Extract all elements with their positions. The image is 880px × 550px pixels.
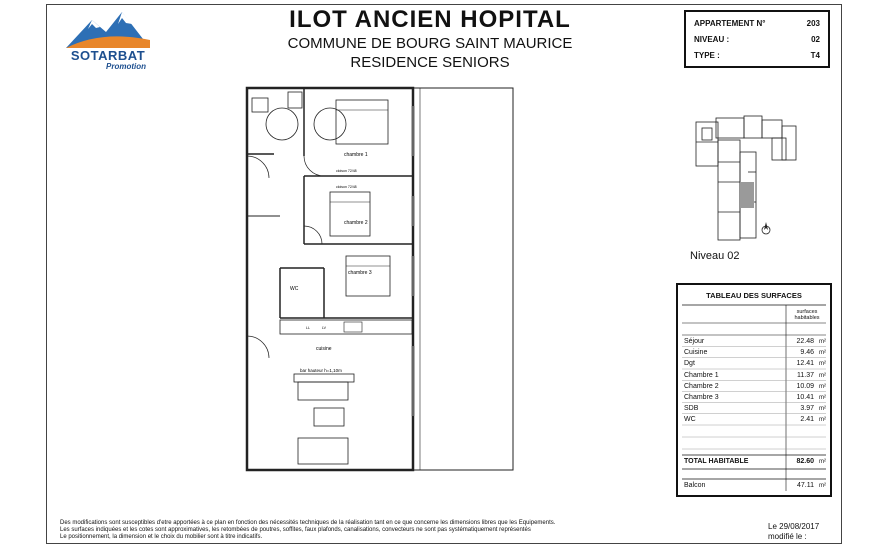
- apartment-type-label: TYPE :: [694, 51, 720, 60]
- surfaces-table-lines: [678, 285, 830, 495]
- surface-unit: m²: [819, 395, 826, 401]
- surface-room-label: Chambre 2: [684, 383, 719, 390]
- surface-room-value: 12.41: [796, 360, 814, 367]
- surface-room-label: Cuisine: [684, 349, 708, 356]
- residence-name: RESIDENCE SENIORS: [350, 54, 510, 71]
- surface-room-value: 10.41: [796, 394, 814, 401]
- surface-room-value: 2.41: [800, 416, 814, 423]
- apartment-number-label: APPARTEMENT N°: [694, 19, 766, 28]
- plan-label-lv: LV: [322, 326, 327, 330]
- plan-label-chambre1: chambre 1: [344, 152, 368, 158]
- footer-note-line: Le positionnement, la dimension et le choix du mobilier sont à titre indicatifs.: [60, 533, 263, 540]
- plan-label-cloison-1: cloison 72/48: [336, 169, 357, 173]
- surface-total-label: TOTAL HABITABLE: [684, 458, 749, 465]
- north-arrow-icon: [762, 222, 770, 234]
- surface-room-label: SDB: [684, 405, 699, 412]
- key-plan-level-label: Niveau 02: [690, 250, 740, 262]
- surfaces-table-title: TABLEAU DES SURFACES: [706, 291, 802, 300]
- surfaces-table: [676, 283, 832, 497]
- logo-name: SOTARBAT: [70, 48, 146, 63]
- apartment-row-level: [694, 32, 820, 48]
- surface-room-value: 22.48: [796, 338, 814, 345]
- plan-label-bar: bar hauteur h=1,10m: [300, 368, 342, 373]
- apartment-row-number: [694, 16, 820, 32]
- apartment-number-value: 203: [806, 19, 820, 28]
- surface-balcon-label: Balcon: [684, 482, 706, 489]
- surface-unit: m²: [819, 339, 826, 345]
- surface-room-label: Chambre 1: [684, 372, 719, 379]
- sotarbat-logo: [62, 10, 154, 71]
- plan-label-wc: WC: [290, 286, 299, 292]
- footer-note-line: Les surfaces indiquées et les cotes sont approximatives, les retombées de poutres, soffites, faux plafonds, canalisations, convecteurs ne sont pas systématiquement représentés: [60, 526, 531, 533]
- surface-unit: m²: [819, 350, 826, 356]
- modified-label: modifié le :: [768, 532, 807, 541]
- surface-unit: m²: [819, 361, 826, 367]
- plan-label-chambre3: chambre 3: [348, 270, 372, 276]
- surface-room-value: 3.97: [800, 405, 814, 412]
- surface-room-value: 10.09: [796, 383, 814, 390]
- footer-notes: [60, 520, 730, 540]
- plan-label-chambre2: chambre 2: [344, 220, 368, 226]
- surface-unit: m²: [819, 406, 826, 412]
- apartment-level-label: NIVEAU :: [694, 35, 730, 44]
- apartment-info-box: [684, 10, 830, 68]
- date-block: [768, 522, 819, 542]
- apartment-type-value: T4: [810, 51, 820, 60]
- surface-unit: m²: [819, 417, 826, 423]
- plan-label-ll: LL: [306, 326, 310, 330]
- surface-balcon-unit: m²: [819, 483, 826, 489]
- apartment-highlight: [740, 182, 754, 208]
- surface-unit: m²: [819, 373, 826, 379]
- surface-room-value: 11.37: [797, 372, 814, 379]
- commune-name: COMMUNE DE BOURG SAINT MAURICE: [287, 35, 573, 52]
- logo-subtitle: Promotion: [106, 62, 146, 71]
- title-block: [240, 6, 620, 72]
- plan-label-cuisine: cuisine: [316, 346, 332, 352]
- footer-note-line: Des modifications sont susceptibles d'etre apportées à ce plan en fonction des nécessités techniques de la réalisation tant en ce que concerne les dimensions libres que les Equipements.: [60, 520, 556, 526]
- drawing-date: Le 29/08/2017: [768, 522, 820, 531]
- mountain-logo-icon: [62, 10, 154, 50]
- surface-unit: m²: [819, 384, 826, 390]
- surfaces-column-header: surfaces habitables: [794, 309, 820, 321]
- plan-label-cloison-2: cloison 72/48: [336, 185, 357, 189]
- floor-plan-drawing: [244, 86, 516, 472]
- project-title: ILOT ANCIEN HOPITAL: [289, 6, 571, 33]
- surface-total-value: 82.60: [796, 458, 814, 465]
- surface-balcon-value: 47.11: [797, 482, 814, 489]
- surface-total-unit: m²: [819, 459, 826, 465]
- surface-room-label: Chambre 3: [684, 394, 719, 401]
- apartment-level-value: 02: [811, 35, 820, 44]
- apartment-row-type: [694, 48, 820, 64]
- key-plan-drawing: [688, 112, 808, 244]
- surface-room-label: WC: [684, 416, 696, 423]
- surface-room-label: Dgt: [684, 360, 695, 367]
- surface-room-label: Séjour: [684, 338, 705, 345]
- surface-room-value: 9.46: [800, 349, 814, 356]
